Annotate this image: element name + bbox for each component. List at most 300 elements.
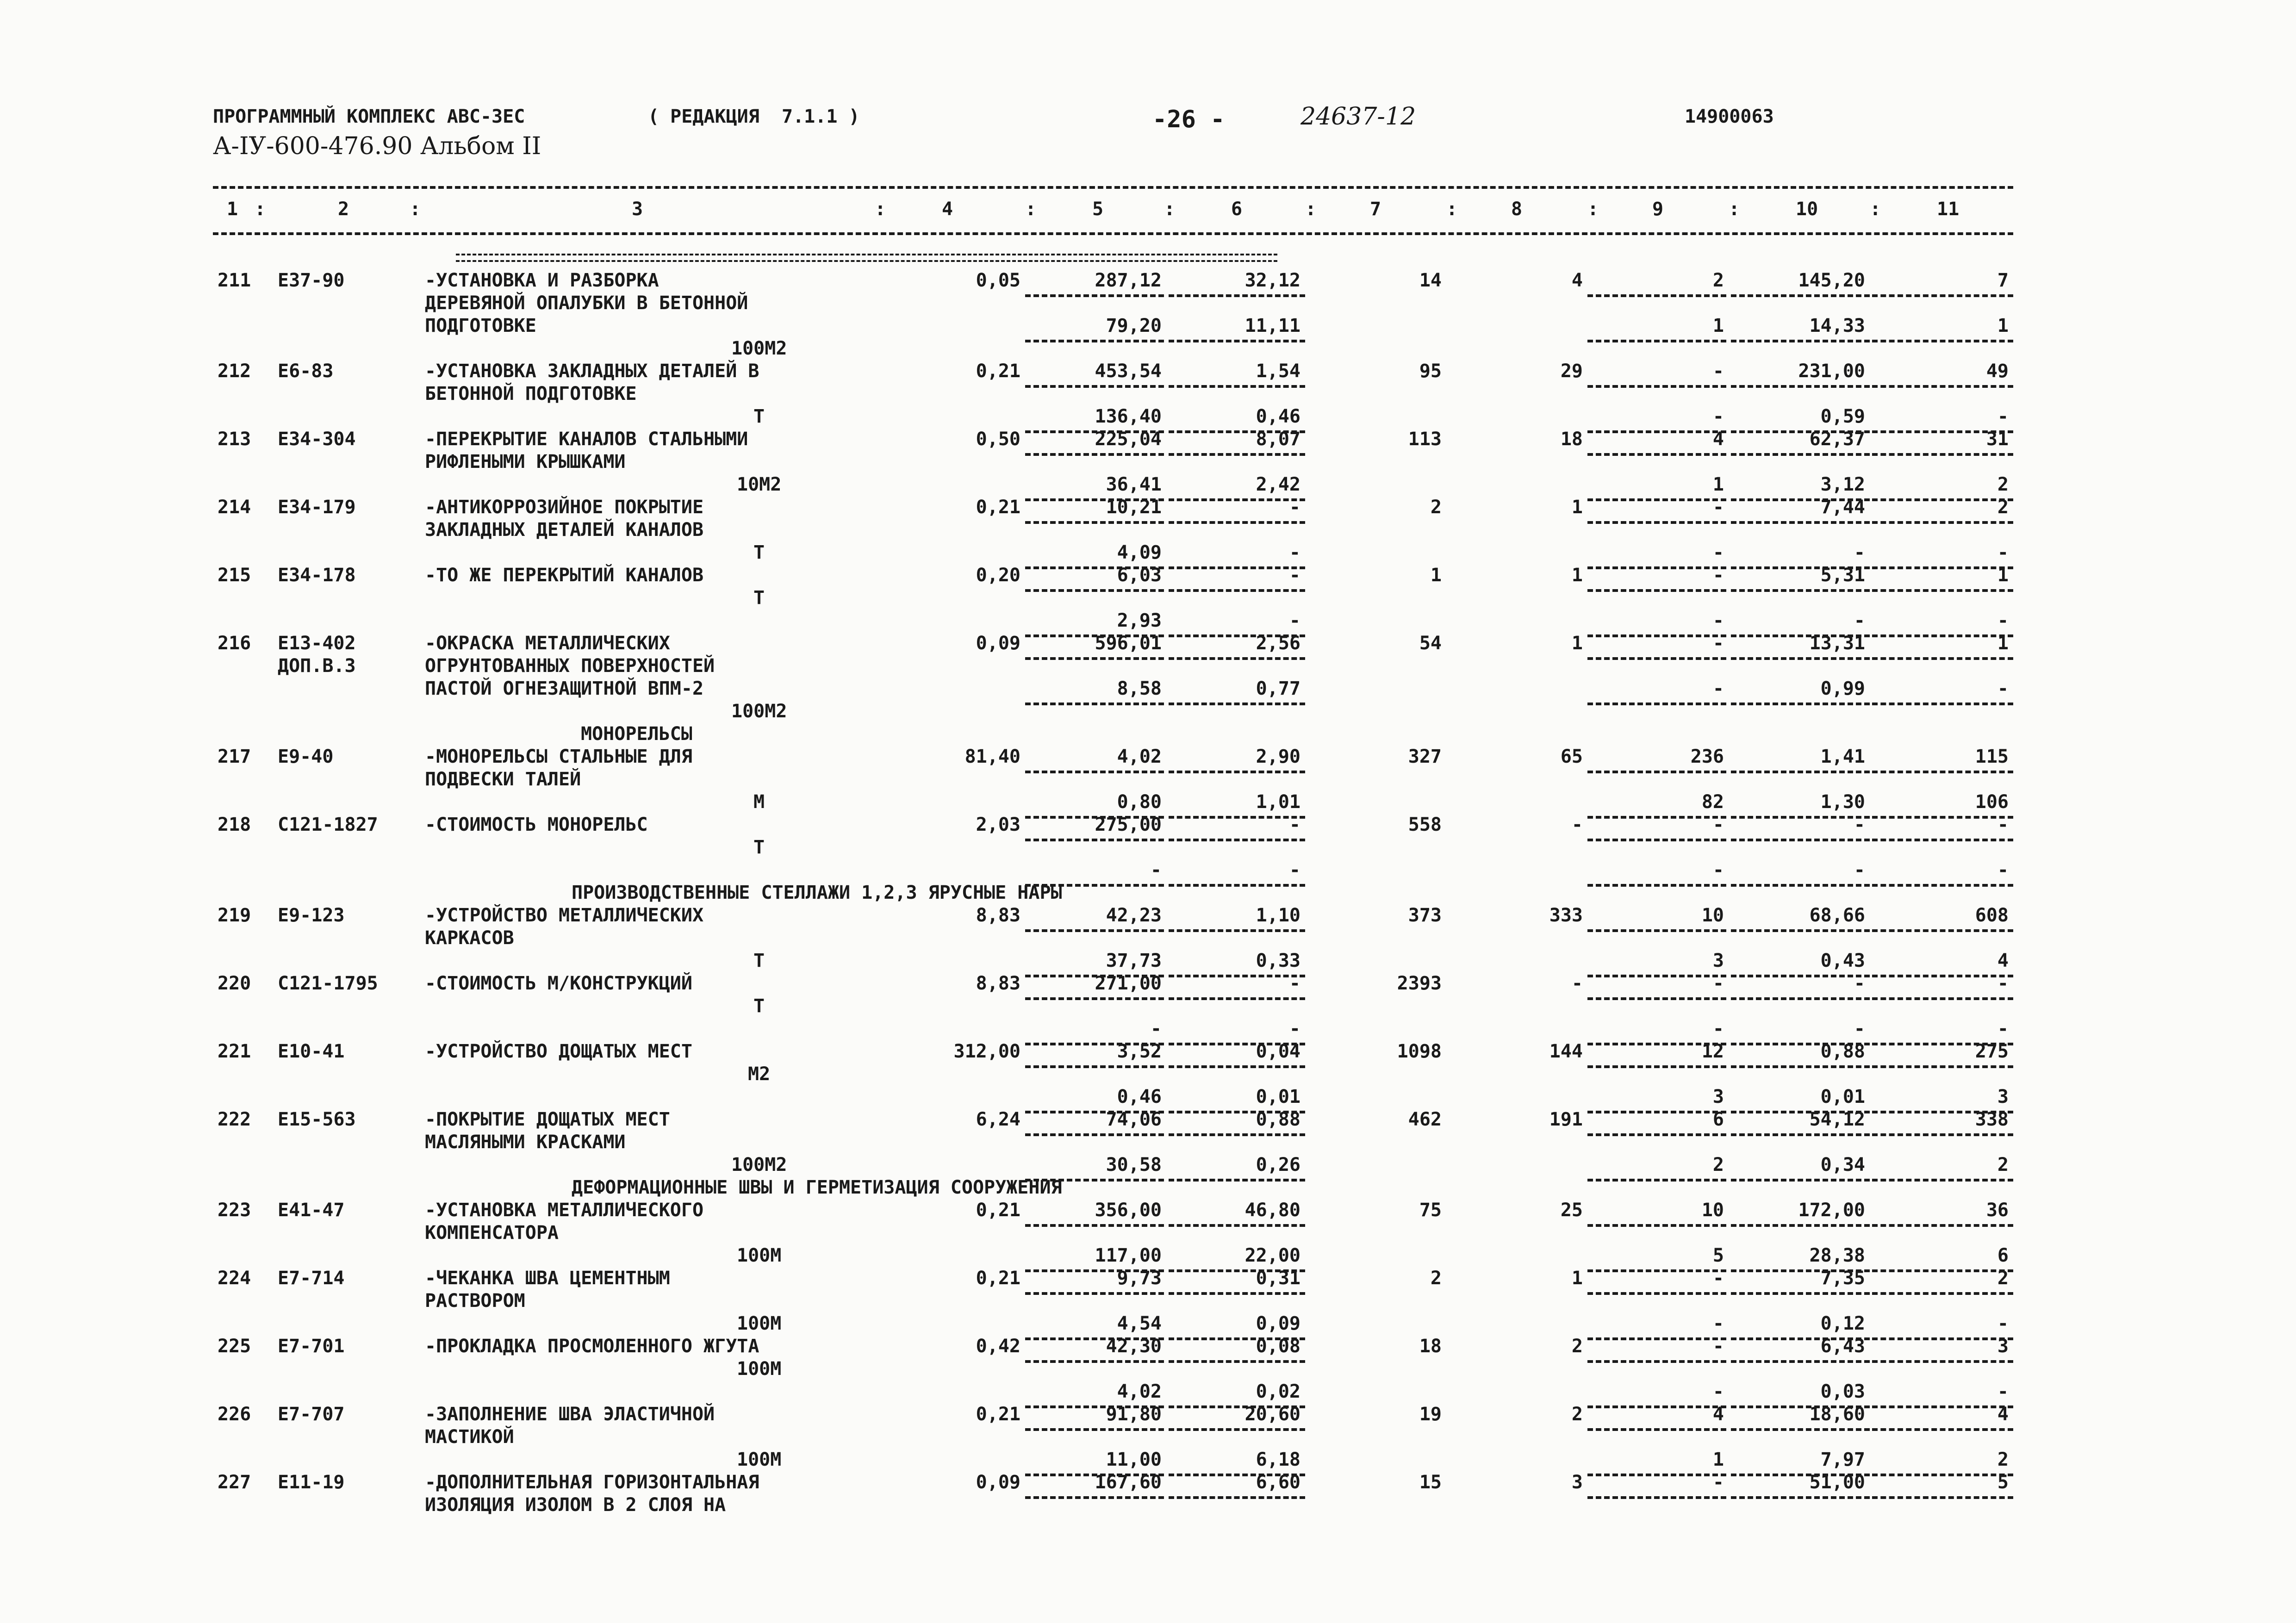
value-separator-rule <box>1872 657 2013 660</box>
row-code: С121-1795 <box>278 973 378 994</box>
row-description: -ДОПОЛНИТЕЛЬНАЯ ГОРИЗОНТАЛЬНАЯ <box>425 1472 759 1493</box>
value-separator-rule <box>1025 1133 1164 1136</box>
value-c11b: - <box>1997 678 2009 699</box>
value-separator-rule <box>1587 1179 1726 1181</box>
value-separator-rule <box>1872 816 2013 819</box>
value-c7: 14 <box>1419 270 1442 291</box>
value-c6b: - <box>1289 859 1300 881</box>
value-c6: 2,56 <box>1256 633 1300 654</box>
row-code: Е34-179 <box>278 497 356 518</box>
value-c7: 2 <box>1430 497 1442 518</box>
value-c11b: 2 <box>1997 1154 2009 1175</box>
value-c6b: - <box>1289 1018 1300 1039</box>
value-qty: 8,83 <box>976 905 1020 926</box>
value-c11b: - <box>1997 859 2009 881</box>
row-code: Е6-83 <box>278 361 334 382</box>
value-separator-rule <box>1587 1269 1726 1272</box>
value-c6b: 11,11 <box>1244 315 1300 336</box>
value-separator-rule <box>1587 1065 1726 1068</box>
value-c10b: - <box>1854 1018 1865 1039</box>
value-qty: 0,42 <box>976 1336 1020 1357</box>
value-c5: 10,21 <box>1106 497 1162 518</box>
value-separator-rule <box>1731 385 1870 388</box>
row-number: 213 <box>218 429 251 450</box>
value-c9b: - <box>1712 1018 1724 1039</box>
value-separator-rule <box>1025 703 1164 705</box>
value-separator-rule <box>1025 657 1164 660</box>
value-c11b: - <box>1997 406 2009 427</box>
column-header-4: 4 <box>942 199 953 220</box>
value-c9: 6 <box>1712 1109 1724 1130</box>
value-separator-rule <box>1872 453 2013 456</box>
row-description: МАСТИКОЙ <box>425 1426 514 1448</box>
value-separator-rule <box>1872 634 2013 637</box>
column-header-7: 7 <box>1370 199 1381 220</box>
column-header-2: 2 <box>338 199 349 220</box>
value-separator-rule <box>1587 816 1726 819</box>
value-separator-rule <box>1587 1224 1726 1227</box>
value-c9b: 5 <box>1712 1245 1724 1266</box>
value-separator-rule <box>1587 975 1726 977</box>
row-code: Е7-707 <box>278 1404 345 1425</box>
value-separator-rule <box>1587 929 1726 932</box>
value-c7: 1098 <box>1397 1041 1442 1062</box>
section-divider <box>456 254 1277 255</box>
value-qty: 0,50 <box>976 429 1020 450</box>
value-c5b: 117,00 <box>1095 1245 1162 1266</box>
handwritten-code: 24637-12 <box>1300 103 1416 131</box>
row-description: КАРКАСОВ <box>425 927 514 949</box>
value-qty: 0,21 <box>976 497 1020 518</box>
value-c5: 596,01 <box>1095 633 1162 654</box>
value-c7: 462 <box>1408 1109 1442 1130</box>
value-c9b: 82 <box>1701 791 1724 813</box>
value-separator-rule <box>1731 997 1870 1000</box>
value-c9b: - <box>1712 542 1724 563</box>
row-description: ЗАКЛАДНЫХ ДЕТАЛЕЙ КАНАЛОВ <box>425 519 704 541</box>
value-c6: - <box>1289 497 1300 518</box>
value-separator-rule <box>1169 1133 1305 1136</box>
value-separator-rule <box>1731 1224 1870 1227</box>
value-c11b: 1 <box>1997 315 2009 336</box>
value-c5b: 4,02 <box>1117 1381 1162 1402</box>
unit-label: Т <box>753 837 765 858</box>
value-separator-rule <box>1169 589 1305 592</box>
value-separator-rule <box>1731 1292 1870 1295</box>
value-separator-rule <box>1169 771 1305 773</box>
value-c6b: 1,01 <box>1256 791 1300 813</box>
value-c11b: - <box>1997 542 2009 563</box>
value-c9: 10 <box>1701 905 1724 926</box>
value-c11: - <box>1997 973 2009 994</box>
value-c5: 6,03 <box>1117 565 1162 586</box>
value-separator-rule <box>1872 884 2013 887</box>
section-heading: ПРОИЗВОДСТВЕННЫЕ СТЕЛЛАЖИ 1,2,3 ЯРУСНЫЕ НАРЫ <box>572 882 1062 903</box>
value-separator-rule <box>1169 839 1305 841</box>
value-c8: 3 <box>1571 1472 1583 1493</box>
value-separator-rule <box>1731 294 1870 297</box>
value-c11: 608 <box>1975 905 2009 926</box>
value-separator-rule <box>1872 566 2013 569</box>
value-c9: - <box>1712 973 1724 994</box>
value-c9b: - <box>1712 678 1724 699</box>
row-number: 215 <box>218 565 251 586</box>
value-separator-rule <box>1872 521 2013 524</box>
value-c6b: 2,42 <box>1256 474 1300 495</box>
row-number: 224 <box>218 1268 251 1289</box>
row-number: 222 <box>218 1109 251 1130</box>
row-description: ДЕРЕВЯНОЙ ОПАЛУБКИ В БЕТОННОЙ <box>425 292 748 314</box>
value-separator-rule <box>1587 1111 1726 1113</box>
value-c11: 5 <box>1997 1472 2009 1493</box>
value-c9b: 1 <box>1712 1449 1724 1470</box>
row-description: БЕТОННОЙ ПОДГОТОВКЕ <box>425 383 637 404</box>
value-separator-rule <box>1587 1405 1726 1408</box>
value-qty: 0,21 <box>976 1404 1020 1425</box>
value-c6b: 0,33 <box>1256 950 1300 971</box>
value-c10b: 1,30 <box>1820 791 1865 813</box>
value-c8: 65 <box>1560 746 1583 767</box>
value-c10b: 0,12 <box>1820 1313 1865 1334</box>
value-separator-rule <box>1731 929 1870 932</box>
value-separator-rule <box>1587 1133 1726 1136</box>
value-separator-rule <box>1587 657 1726 660</box>
value-separator-rule <box>1731 975 1870 977</box>
value-c8: 191 <box>1549 1109 1583 1130</box>
value-c7: 2393 <box>1397 973 1442 994</box>
value-c10b: 0,01 <box>1820 1086 1865 1107</box>
row-code: Е9-40 <box>278 746 334 767</box>
value-c5: 453,54 <box>1095 361 1162 382</box>
value-c8: 144 <box>1549 1041 1583 1062</box>
value-c5b: 2,93 <box>1117 610 1162 631</box>
row-description: ПОДВЕСКИ ТАЛЕЙ <box>425 769 581 790</box>
value-c9: - <box>1712 1268 1724 1289</box>
value-c10: 172,00 <box>1798 1200 1865 1221</box>
unit-label: М <box>753 791 765 813</box>
value-c11: 1 <box>1997 633 2009 654</box>
column-separator: : <box>875 199 886 220</box>
value-c11b: 2 <box>1997 1449 2009 1470</box>
value-c7: 113 <box>1408 429 1442 450</box>
row-code: Е34-178 <box>278 565 356 586</box>
value-c9b: 1 <box>1712 315 1724 336</box>
value-separator-rule <box>1731 1496 1870 1499</box>
row-number: 227 <box>218 1472 251 1493</box>
value-c11: 275 <box>1975 1041 2009 1062</box>
value-c10: 231,00 <box>1798 361 1865 382</box>
value-c7: 54 <box>1419 633 1442 654</box>
page-number: -26 - <box>1152 106 1225 133</box>
value-separator-rule <box>1587 634 1726 637</box>
value-c11b: 6 <box>1997 1245 2009 1266</box>
value-c10: 62,37 <box>1809 429 1865 450</box>
row-number: 217 <box>218 746 251 767</box>
column-separator: : <box>1729 199 1740 220</box>
value-qty: 0,05 <box>976 270 1020 291</box>
value-separator-rule <box>1025 385 1164 388</box>
value-c11: 3 <box>1997 1336 2009 1357</box>
value-c10b: 3,12 <box>1820 474 1865 495</box>
value-c11b: 3 <box>1997 1086 2009 1107</box>
value-c5: 91,80 <box>1106 1404 1162 1425</box>
value-separator-rule <box>1169 975 1305 977</box>
value-c10b: - <box>1854 859 1865 881</box>
value-c5b: 79,20 <box>1106 315 1162 336</box>
value-c11: 2 <box>1997 497 2009 518</box>
value-c10b: - <box>1854 542 1865 563</box>
value-separator-rule <box>1872 1337 2013 1340</box>
value-separator-rule <box>1872 498 2013 501</box>
value-separator-rule <box>1587 1428 1726 1431</box>
value-c5: 167,60 <box>1095 1472 1162 1493</box>
value-separator-rule <box>1731 816 1870 819</box>
value-c9: - <box>1712 633 1724 654</box>
row-code: Е41-47 <box>278 1200 345 1221</box>
row-description: -АНТИКОРРОЗИЙНОЕ ПОКРЫТИЕ <box>425 497 704 518</box>
column-separator: : <box>1870 199 1881 220</box>
value-c5: 74,06 <box>1106 1109 1162 1130</box>
value-c6b: 0,77 <box>1256 678 1300 699</box>
value-separator-rule <box>1872 975 2013 977</box>
edition-label: ( РЕДАКЦИЯ 7.1.1 ) <box>648 106 860 127</box>
value-qty: 0,21 <box>976 361 1020 382</box>
value-c9: - <box>1712 1336 1724 1357</box>
row-description: -УСТАНОВКА ЗАКЛАДНЫХ ДЕТАЛЕЙ В <box>425 361 759 382</box>
value-c9: - <box>1712 565 1724 586</box>
value-separator-rule <box>1587 703 1726 705</box>
value-c11b: 4 <box>1997 950 2009 971</box>
value-c7: 19 <box>1419 1404 1442 1425</box>
value-c10: 145,20 <box>1798 270 1865 291</box>
value-separator-rule <box>1587 566 1726 569</box>
value-separator-rule <box>1731 1428 1870 1431</box>
value-c5b: 8,58 <box>1117 678 1162 699</box>
value-c8: 25 <box>1560 1200 1583 1221</box>
unit-label: Т <box>753 995 765 1017</box>
value-c6b: - <box>1289 610 1300 631</box>
value-c10b: - <box>1854 610 1865 631</box>
value-c9b: - <box>1712 1313 1724 1334</box>
value-separator-rule <box>1872 1269 2013 1272</box>
value-separator-rule <box>1169 294 1305 297</box>
value-c9: 10 <box>1701 1200 1724 1221</box>
value-qty: 2,03 <box>976 814 1020 835</box>
row-description: -УСТАНОВКА МЕТАЛЛИЧЕСКОГО <box>425 1200 704 1221</box>
value-qty: 312,00 <box>953 1041 1020 1062</box>
value-separator-rule <box>1169 385 1305 388</box>
value-c7: 75 <box>1419 1200 1442 1221</box>
row-description: КОМПЕНСАТОРА <box>425 1222 559 1244</box>
row-description: РИФЛЕНЫМИ КРЫШКАМИ <box>425 451 626 473</box>
value-separator-rule <box>1587 884 1726 887</box>
value-c10: - <box>1854 814 1865 835</box>
value-c6: 2,90 <box>1256 746 1300 767</box>
value-c5: 271,00 <box>1095 973 1162 994</box>
row-description: -УСТАНОВКА И РАЗБОРКА <box>425 270 659 291</box>
value-c5: 42,30 <box>1106 1336 1162 1357</box>
value-c8: - <box>1571 973 1583 994</box>
value-separator-rule <box>1587 771 1726 773</box>
value-separator-rule <box>1169 1065 1305 1068</box>
value-separator-rule <box>1872 1179 2013 1181</box>
value-c8: 1 <box>1571 1268 1583 1289</box>
column-header-11: 11 <box>1937 199 1960 220</box>
value-c5: 356,00 <box>1095 1200 1162 1221</box>
value-c10: 13,31 <box>1809 633 1865 654</box>
value-c10: - <box>1854 973 1865 994</box>
row-code: Е7-701 <box>278 1336 345 1357</box>
value-separator-rule <box>1587 589 1726 592</box>
value-separator-rule <box>1025 453 1164 456</box>
value-c9b: 3 <box>1712 950 1724 971</box>
value-separator-rule <box>1872 839 2013 841</box>
value-c11: 115 <box>1975 746 2009 767</box>
row-code: Е13-402 <box>278 633 356 654</box>
value-separator-rule <box>1169 1496 1305 1499</box>
value-c5b: - <box>1150 1018 1162 1039</box>
value-separator-rule <box>1587 1360 1726 1363</box>
row-description: ИЗОЛЯЦИЯ ИЗОЛОМ В 2 СЛОЯ НА <box>425 1494 726 1516</box>
unit-label: Т <box>753 406 765 427</box>
column-separator: : <box>1446 199 1458 220</box>
value-separator-rule <box>1025 1224 1164 1227</box>
value-c11: 2 <box>1997 1268 2009 1289</box>
value-separator-rule <box>1731 1133 1870 1136</box>
value-separator-rule <box>1731 839 1870 841</box>
value-c11b: - <box>1997 1313 2009 1334</box>
value-c6: 32,12 <box>1244 270 1300 291</box>
value-c5b: 36,41 <box>1106 474 1162 495</box>
row-number: 220 <box>218 973 251 994</box>
unit-label: 10М2 <box>737 474 782 495</box>
column-header-3: 3 <box>632 199 643 220</box>
value-c6b: 22,00 <box>1244 1245 1300 1266</box>
value-separator-rule <box>1872 589 2013 592</box>
value-separator-rule <box>1169 1292 1305 1295</box>
row-number: 226 <box>218 1404 251 1425</box>
row-code: Е15-563 <box>278 1109 356 1130</box>
value-separator-rule <box>1731 884 1870 887</box>
value-c9: - <box>1712 361 1724 382</box>
document-code: 14900063 <box>1685 106 1774 127</box>
value-separator-rule <box>1587 521 1726 524</box>
value-c11: 338 <box>1975 1109 2009 1130</box>
value-separator-rule <box>1025 294 1164 297</box>
value-c5b: 30,58 <box>1106 1154 1162 1175</box>
value-c9: 4 <box>1712 429 1724 450</box>
value-c7: 373 <box>1408 905 1442 926</box>
value-qty: 0,21 <box>976 1200 1020 1221</box>
value-separator-rule <box>1169 703 1305 705</box>
value-c5: 4,02 <box>1117 746 1162 767</box>
row-description: -ОКРАСКА МЕТАЛЛИЧЕСКИХ <box>425 633 670 654</box>
column-header-8: 8 <box>1511 199 1523 220</box>
value-separator-rule <box>1872 1065 2013 1068</box>
unit-label: 100М2 <box>731 1154 787 1175</box>
value-separator-rule <box>1025 771 1164 773</box>
value-c6: 6,60 <box>1256 1472 1300 1493</box>
section-heading: ДЕФОРМАЦИОННЫЕ ШВЫ И ГЕРМЕТИЗАЦИЯ СООРУЖЕНИЯ <box>572 1177 1062 1198</box>
value-c9: 2 <box>1712 270 1724 291</box>
value-c6b: 0,02 <box>1256 1381 1300 1402</box>
value-c6: 20,60 <box>1244 1404 1300 1425</box>
value-separator-rule <box>1587 1292 1726 1295</box>
unit-label: 100М <box>737 1313 782 1334</box>
column-separator: : <box>1164 199 1176 220</box>
row-number: 218 <box>218 814 251 835</box>
value-c5b: - <box>1150 859 1162 881</box>
value-c11: 4 <box>1997 1404 2009 1425</box>
value-separator-rule <box>1169 1428 1305 1431</box>
value-c8: 1 <box>1571 497 1583 518</box>
row-code: Е34-304 <box>278 429 356 450</box>
value-separator-rule <box>1587 340 1726 342</box>
unit-label: 100М <box>737 1245 782 1266</box>
value-c10: 68,66 <box>1809 905 1865 926</box>
value-separator-rule <box>1587 839 1726 841</box>
row-description: ПАСТОЙ ОГНЕЗАЩИТНОЙ ВПМ-2 <box>425 678 704 699</box>
column-separator: : <box>255 199 266 220</box>
value-separator-rule <box>1025 929 1164 932</box>
value-qty: 0,09 <box>976 1472 1020 1493</box>
value-c5: 275,00 <box>1095 814 1162 835</box>
value-separator-rule <box>1872 1292 2013 1295</box>
value-c11b: - <box>1997 1018 2009 1039</box>
value-separator-rule <box>1587 1474 1726 1476</box>
value-c5: 3,52 <box>1117 1041 1162 1062</box>
value-c9: - <box>1712 1472 1724 1493</box>
value-c9b: 2 <box>1712 1154 1724 1175</box>
row-description: -ПОКРЫТИЕ ДОЩАТЫХ МЕСТ <box>425 1109 670 1130</box>
value-c5: 287,12 <box>1095 270 1162 291</box>
value-separator-rule <box>1872 1133 2013 1136</box>
value-c10: 0,88 <box>1820 1041 1865 1062</box>
value-c8: 2 <box>1571 1336 1583 1357</box>
value-c10: 6,43 <box>1820 1336 1865 1357</box>
row-code: Е10-41 <box>278 1041 345 1062</box>
value-qty: 0,09 <box>976 633 1020 654</box>
value-c9b: - <box>1712 859 1724 881</box>
row-description: -СТОИМОСТЬ М/КОНСТРУКЦИЙ <box>425 973 692 994</box>
value-c6b: 0,01 <box>1256 1086 1300 1107</box>
value-c10: 5,31 <box>1820 565 1865 586</box>
value-separator-rule <box>1731 453 1870 456</box>
value-c10b: 0,03 <box>1820 1381 1865 1402</box>
column-header-9: 9 <box>1652 199 1664 220</box>
value-c5b: 4,54 <box>1117 1313 1162 1334</box>
value-c9b: - <box>1712 610 1724 631</box>
value-separator-rule <box>1587 1496 1726 1499</box>
row-code: Е37-90 <box>278 270 345 291</box>
value-c10: 7,35 <box>1820 1268 1865 1289</box>
value-separator-rule <box>1872 1428 2013 1431</box>
column-header-6: 6 <box>1231 199 1243 220</box>
value-c10: 1,41 <box>1820 746 1865 767</box>
value-c8: 29 <box>1560 361 1583 382</box>
value-c9b: 1 <box>1712 474 1724 495</box>
value-separator-rule <box>1731 771 1870 773</box>
value-c7: 327 <box>1408 746 1442 767</box>
column-header-10: 10 <box>1796 199 1818 220</box>
value-c6b: 0,26 <box>1256 1154 1300 1175</box>
column-separator: : <box>410 199 421 220</box>
value-c9: 12 <box>1701 1041 1724 1062</box>
value-c6b: 0,09 <box>1256 1313 1300 1334</box>
row-code: Е7-714 <box>278 1268 345 1289</box>
value-c5b: 0,80 <box>1117 791 1162 813</box>
value-separator-rule <box>1872 1496 2013 1499</box>
